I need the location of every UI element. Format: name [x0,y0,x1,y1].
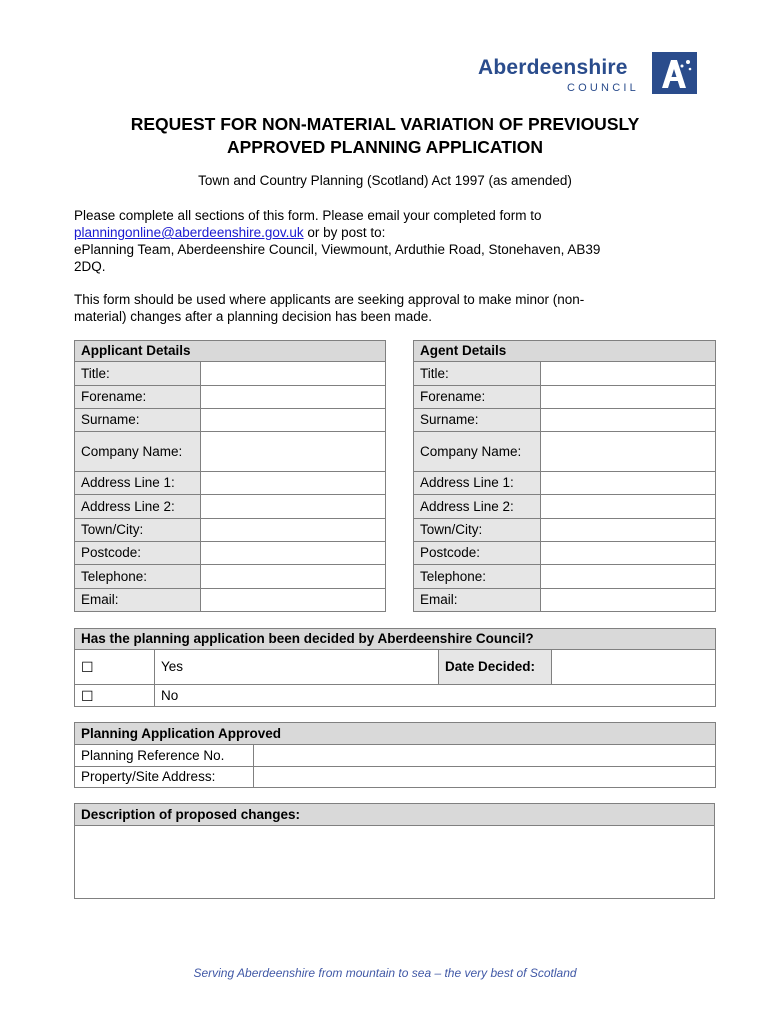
agent-company-input[interactable] [541,432,716,472]
footer-tagline: Serving Aberdeenshire from mountain to sea – the very best of Scotland [193,966,577,980]
applicant-company-input[interactable] [201,432,386,472]
applicant-town-input[interactable] [201,519,386,542]
intro-paragraph [74,207,714,275]
email-link[interactable]: planningonline@aberdeenshire.gov.uk [74,225,304,240]
planning-ref-label: Planning Reference No. [75,745,254,767]
decided-no-checkbox[interactable]: ☐ [75,685,155,707]
description-input[interactable] [75,826,715,899]
approved-table [74,722,716,788]
applicant-postcode-label: Postcode: [75,542,201,565]
date-decided-label: Date Decided: [439,650,552,685]
applicant-address2-label: Address Line 2: [75,495,201,519]
agent-details-table [413,340,716,612]
applicant-telephone-label: Telephone: [75,565,201,589]
applicant-address1-label: Address Line 1: [75,472,201,495]
usage-paragraph [74,291,714,325]
address-line-1: ePlanning Team, Aberdeenshire Council, Viewmount, Arduthie Road, Stonehaven, AB39 [74,242,601,257]
applicant-forename-input[interactable] [201,386,386,409]
agent-surname-input[interactable] [541,409,716,432]
planning-ref-input[interactable] [254,745,716,767]
decision-table [74,628,716,707]
agent-forename-input[interactable] [541,386,716,409]
applicant-email-label: Email: [75,589,201,612]
approved-header: Planning Application Approved [75,723,716,745]
date-decided-input[interactable] [552,650,716,685]
decided-yes-label: Yes [155,650,439,685]
site-address-input[interactable] [254,767,716,788]
agent-title-label: Title: [414,362,541,386]
title-line-2: APPROVED PLANNING APPLICATION [227,137,543,157]
address-line-2: 2DQ. [74,259,106,274]
applicant-email-input[interactable] [201,589,386,612]
applicant-title-input[interactable] [201,362,386,386]
agent-postcode-label: Postcode: [414,542,541,565]
applicant-surname-input[interactable] [201,409,386,432]
intro-line-2 [74,224,714,241]
applicant-header: Applicant Details [75,341,386,362]
decided-yes-checkbox[interactable]: ☐ [75,650,155,685]
agent-title-input[interactable] [541,362,716,386]
after-email-text: or by post to: [303,225,386,240]
applicant-telephone-input[interactable] [201,565,386,589]
applicant-address1-input[interactable] [201,472,386,495]
agent-header: Agent Details [414,341,716,362]
usage-line-1: This form should be used where applicants are seeking approval to make minor (non- [74,292,585,307]
logo-name: Aberdeenshire [478,56,628,79]
agent-address2-label: Address Line 2: [414,495,541,519]
page-title [0,113,770,159]
agent-town-input[interactable] [541,519,716,542]
agent-telephone-label: Telephone: [414,565,541,589]
description-table [74,803,715,899]
logo-council: COUNCIL [567,82,639,94]
act-subtitle: Town and Country Planning (Scotland) Act 1997 (as amended) [198,173,572,188]
agent-email-input[interactable] [541,589,716,612]
title-line-1: REQUEST FOR NON-MATERIAL VARIATION OF PREVIOUSLY [130,114,640,134]
site-address-label: Property/Site Address: [75,767,254,788]
agent-email-label: Email: [414,589,541,612]
agent-address1-label: Address Line 1: [414,472,541,495]
applicant-forename-label: Forename: [75,386,201,409]
agent-surname-label: Surname: [414,409,541,432]
applicant-details-table [74,340,386,612]
agent-telephone-input[interactable] [541,565,716,589]
intro-line-1: Please complete all sections of this form. Please email your completed form to [74,208,542,223]
applicant-town-label: Town/City: [75,519,201,542]
agent-postcode-input[interactable] [541,542,716,565]
usage-line-2: material) changes after a planning decision has been made. [74,309,432,324]
applicant-address2-input[interactable] [201,495,386,519]
applicant-surname-label: Surname: [75,409,201,432]
description-header: Description of proposed changes: [75,804,715,826]
applicant-postcode-input[interactable] [201,542,386,565]
agent-company-label: Company Name: [414,432,541,472]
agent-address2-input[interactable] [541,495,716,519]
applicant-title-label: Title: [75,362,201,386]
council-logo-icon [652,52,697,94]
agent-address1-input[interactable] [541,472,716,495]
decided-no-label: No [155,685,716,707]
decision-question: Has the planning application been decided by Aberdeenshire Council? [75,629,716,650]
applicant-company-label: Company Name: [75,432,201,472]
agent-forename-label: Forename: [414,386,541,409]
agent-town-label: Town/City: [414,519,541,542]
